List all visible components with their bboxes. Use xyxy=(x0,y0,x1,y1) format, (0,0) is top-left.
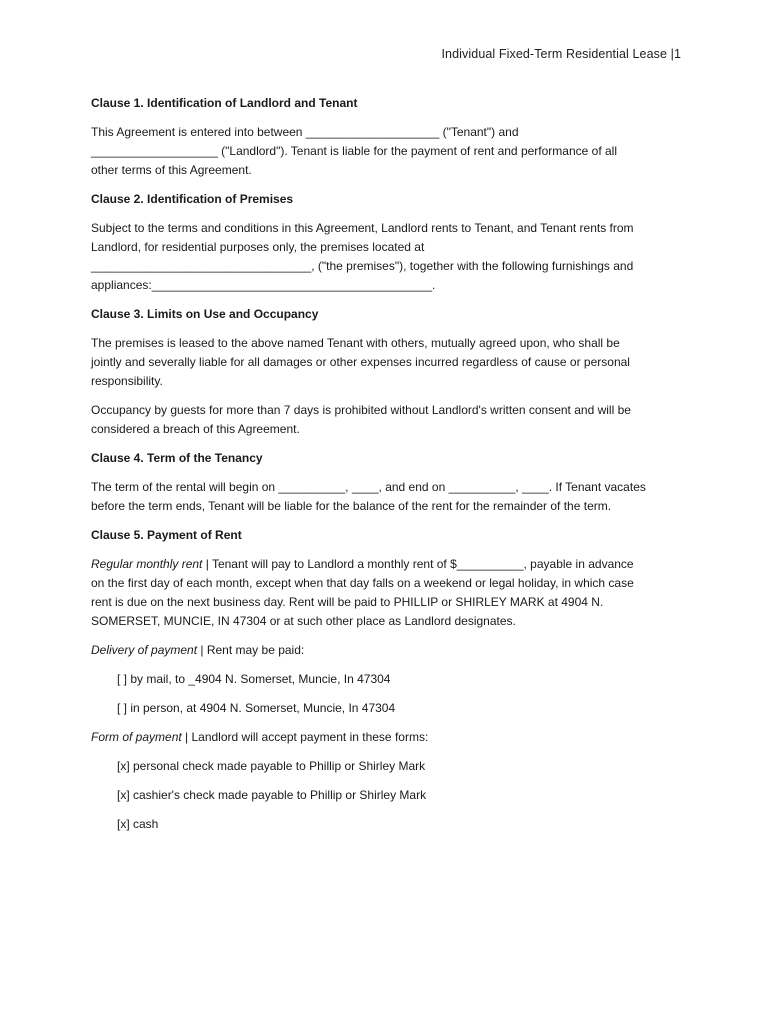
clause-1-text xyxy=(91,123,681,180)
clause-3-line: The premises is leased to the above named Tenant with others, mutually agreed upon, who shall be xyxy=(91,336,620,350)
clause-3-paragraph-2 xyxy=(91,401,681,439)
clause-1-line: ___________________ ("Landlord"). Tenant is liable for the payment of rent and performance of all xyxy=(91,144,617,158)
clause-2-line: _________________________________, ("the premises"), together with the following furnishings and xyxy=(91,259,634,273)
form-text: | Landlord will accept payment in these forms: xyxy=(181,730,429,744)
clause-4-line: before the term ends, Tenant will be liable for the balance of the rent for the remainder of the term. xyxy=(91,499,612,513)
delivery-option-in-person: [ ] in person, at 4904 N. Somerset, Muncie, In 47304 xyxy=(117,701,396,715)
regular-rent-first-line xyxy=(91,555,681,574)
clause-4-text xyxy=(91,478,681,516)
delivery-label: Delivery of payment xyxy=(91,643,198,657)
clause-4-heading: Clause 4. Term of the Tenancy xyxy=(91,451,263,465)
clause-3-heading: Clause 3. Limits on Use and Occupancy xyxy=(91,307,319,321)
clause-2-line: Subject to the terms and conditions in this Agreement, Landlord rents to Tenant, and Tenant rents from xyxy=(91,221,634,235)
form-label: Form of payment xyxy=(91,730,182,744)
regular-rent-line: SOMERSET, MUNCIE, IN 47304 or at such other place as Landlord designates. xyxy=(91,614,516,628)
regular-monthly-rent-paragraph xyxy=(91,555,681,631)
form-option-cash: [x] cash xyxy=(117,817,159,831)
delivery-option-mail: [ ] by mail, to _4904 N. Somerset, Muncie, In 47304 xyxy=(117,672,391,686)
clause-1-line: other terms of this Agreement. xyxy=(91,163,252,177)
clause-3-line: considered a breach of this Agreement. xyxy=(91,422,300,436)
clause-3-line: responsibility. xyxy=(91,374,163,388)
document-body xyxy=(91,94,681,844)
clause-4-line: The term of the rental will begin on __________, ____, and end on __________, ____. If Tenant vacates xyxy=(91,480,646,494)
clause-3-line: Occupancy by guests for more than 7 days is prohibited without Landlord's written consent and will be xyxy=(91,403,631,417)
regular-rent-label: Regular monthly rent xyxy=(91,557,203,571)
clause-5-heading: Clause 5. Payment of Rent xyxy=(91,528,242,542)
regular-rent-line: on the first day of each month, except when that day falls on a weekend or legal holiday, in which case xyxy=(91,576,634,590)
clause-2-heading: Clause 2. Identification of Premises xyxy=(91,192,294,206)
clause-3-line: jointly and severally liable for all damages or other expenses incurred regardless of cause or personal xyxy=(91,355,630,369)
clause-1-line: This Agreement is entered into between ____________________ ("Tenant") and xyxy=(91,125,519,139)
clause-1-heading: Clause 1. Identification of Landlord and Tenant xyxy=(91,96,358,110)
form-option-cashiers-check: [x] cashier's check made payable to Phillip or Shirley Mark xyxy=(117,788,427,802)
clause-3-paragraph-1 xyxy=(91,334,681,391)
clause-2-text xyxy=(91,219,681,295)
regular-rent-line: rent is due on the next business day. Rent will be paid to PHILLIP or SHIRLEY MARK at 4904 N. xyxy=(91,595,604,609)
clause-2-line: Landlord, for residential purposes only, the premises located at xyxy=(91,240,425,254)
page-header: Individual Fixed-Term Residential Lease |1 xyxy=(441,47,681,61)
delivery-of-payment-paragraph xyxy=(91,641,681,660)
form-option-personal-check: [x] personal check made payable to Phillip or Shirley Mark xyxy=(117,759,426,773)
delivery-text: | Rent may be paid: xyxy=(197,643,305,657)
clause-2-line: appliances:__________________________________________. xyxy=(91,278,436,292)
form-of-payment-paragraph xyxy=(91,728,681,747)
regular-rent-text: | Tenant will pay to Landlord a monthly rent of $__________, payable in advance xyxy=(202,557,634,571)
